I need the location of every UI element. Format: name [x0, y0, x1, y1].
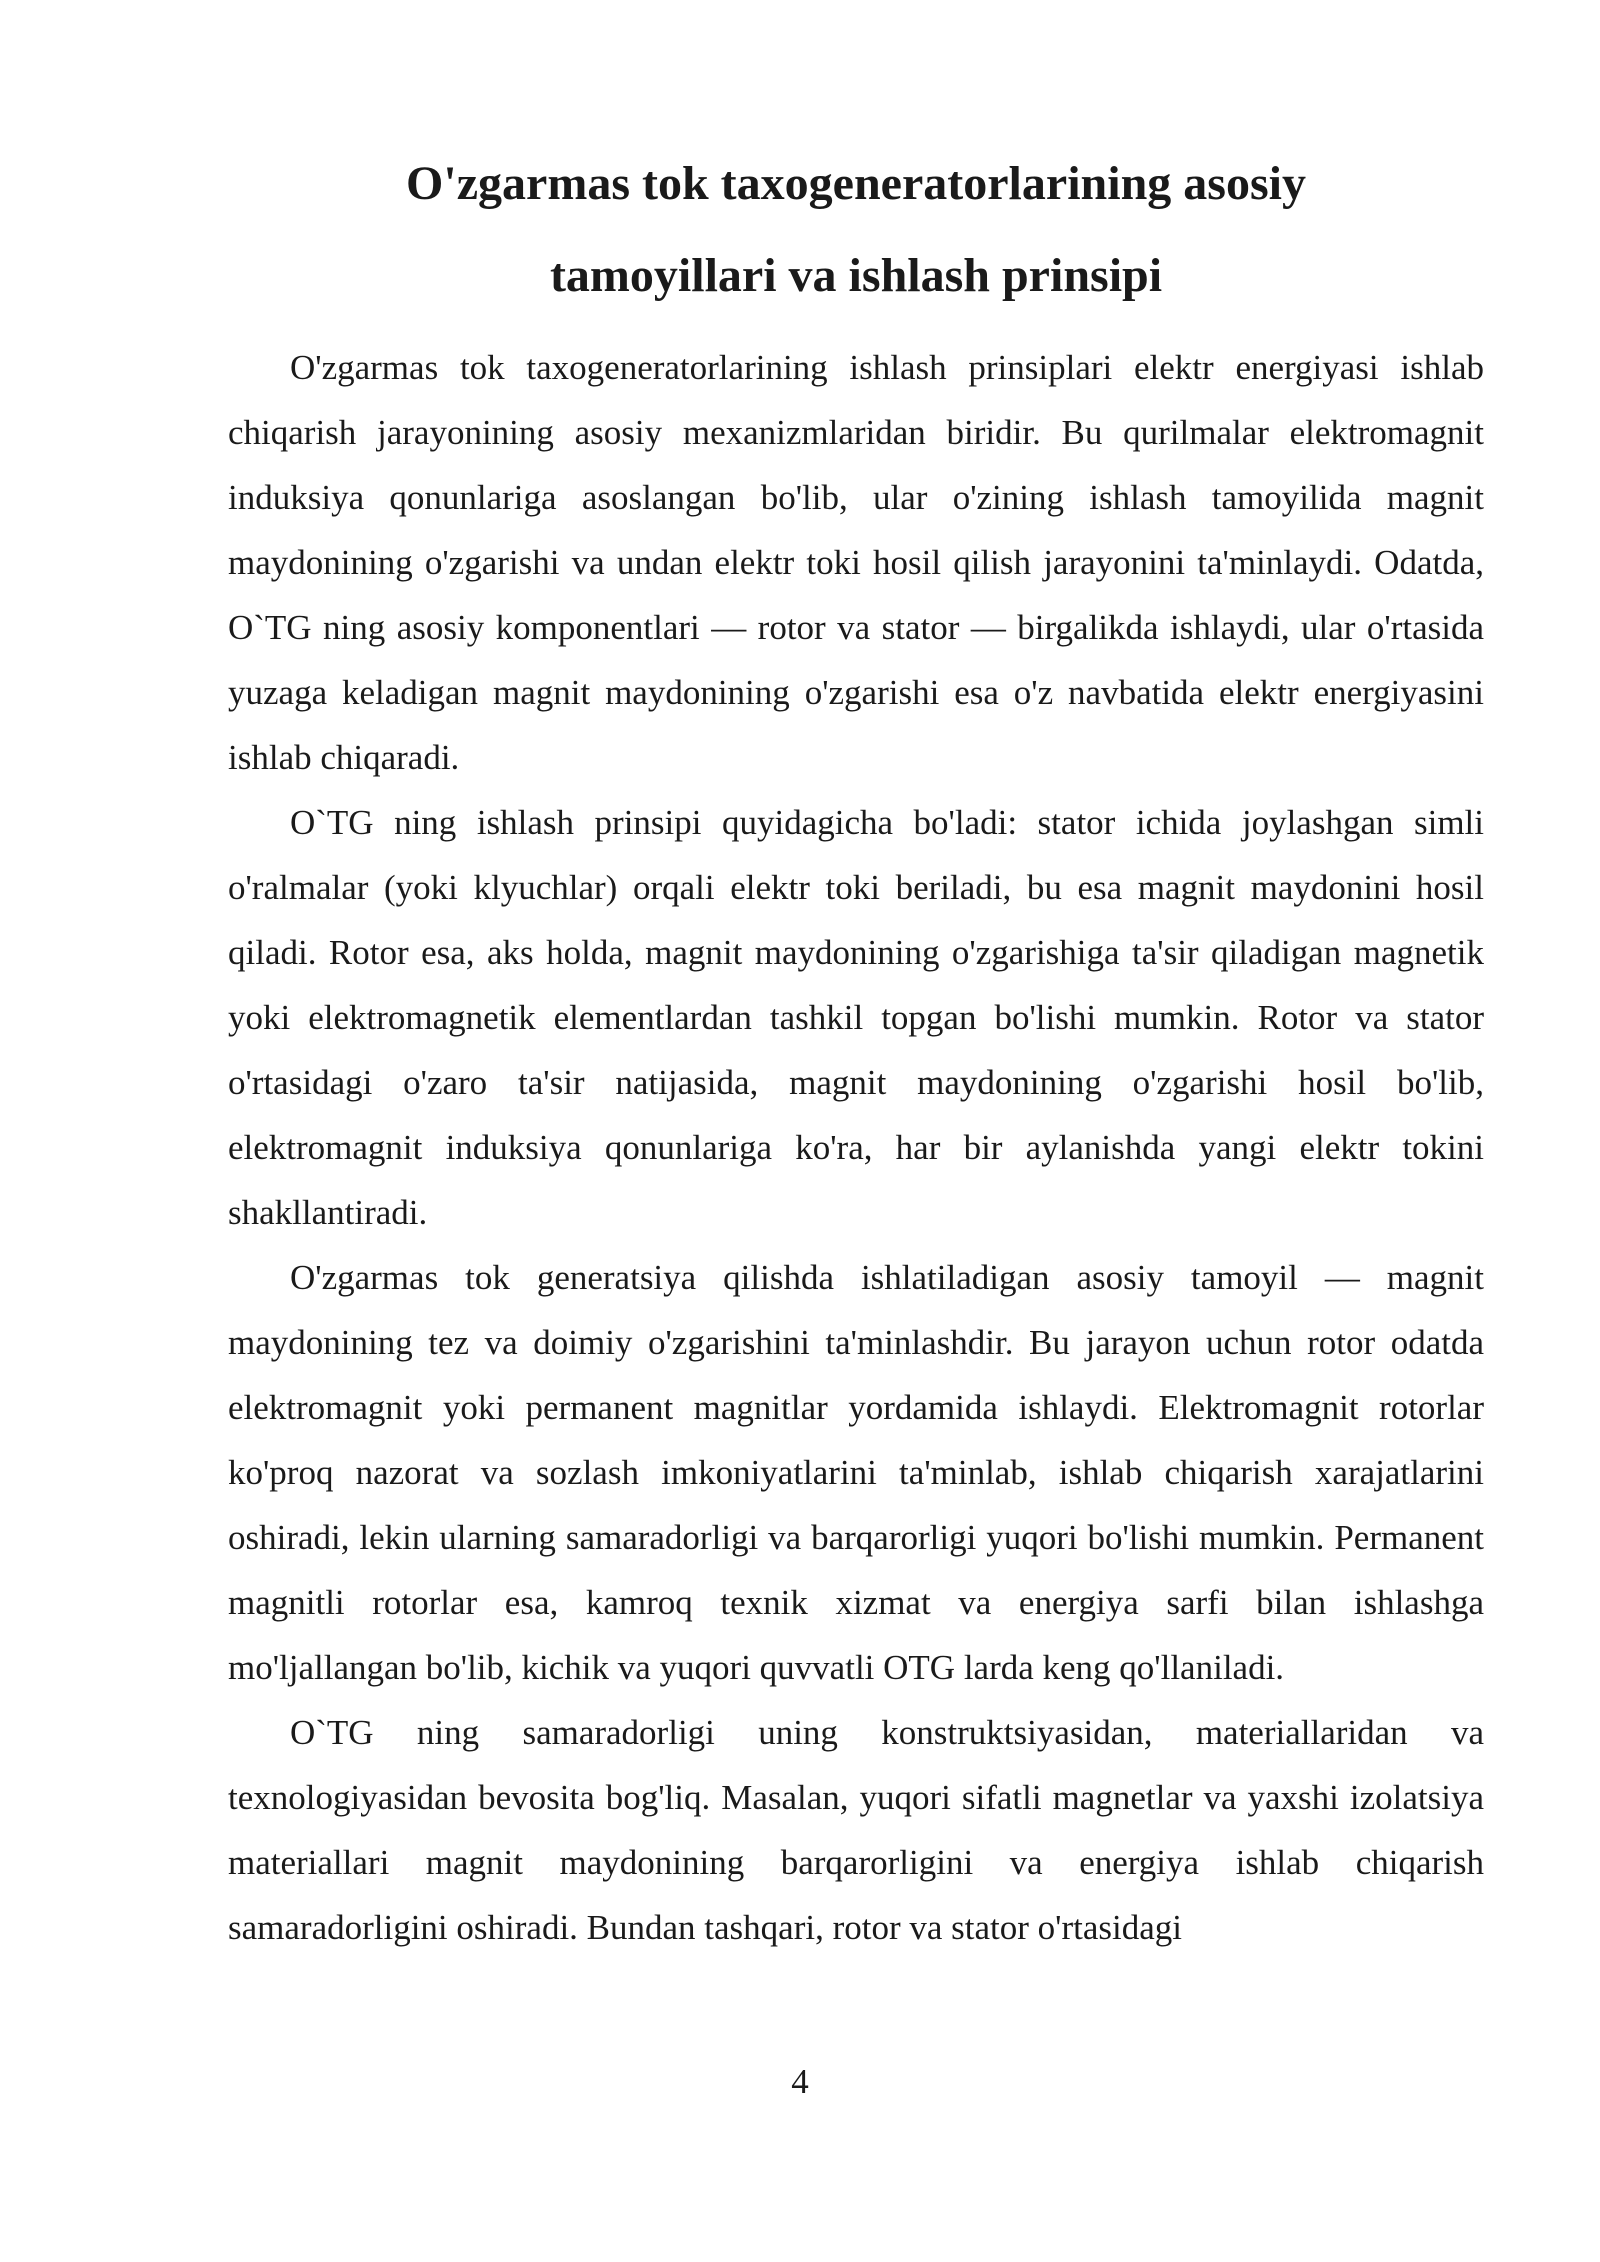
body-text [228, 335, 1484, 1960]
page-number: 4 [791, 2062, 809, 2101]
paragraph-4: O`TG ning samaradorligi uning konstruktsiyasidan, materiallaridan va texnologiyasidan bevosita bog'liq. Masalan, yuqori sifatli magnetlar va yaxshi izolatsiya materiallari magnit maydonining barqarorligini va energiya ishlab chiqarish samaradorligini oshiradi. Bundan tashqari, rotor va stator o'rtasidagi [228, 1713, 1484, 1947]
paragraph-3: O'zgarmas tok generatsiya qilishda ishlatiladigan asosiy tamoyil — magnit maydonining tez va doimiy o'zgarishini ta'minlashdir. Bu jarayon uchun rotor odatda elektromagnit yoki permanent magnitlar yordamida ishlaydi. Elektromagnit rotorlar ko'proq nazorat va sozlash imkoniyatlarini ta'minlab, ishlab chiqarish xarajatlarini oshiradi, lekin ularning samaradorligi va barqarorligi yuqori bo'lishi mumkin. Permanent magnitli rotorlar esa, kamroq texnik xizmat va energiya sarfi bilan ishlashga mo'ljallangan bo'lib, kichik va yuqori quvvatli OTG larda keng qo'llaniladi. [228, 1258, 1484, 1687]
paragraph-2: O`TG ning ishlash prinsipi quyidagicha bo'ladi: stator ichida joylashgan simli o'ralmalar (yoki klyuchlar) orqali elektr toki beriladi, bu esa magnit maydonini hosil qiladi. Rotor esa, aks holda, magnit maydonining o'zgarishiga ta'sir qiladigan magnetik yoki elektromagnetik elementlardan tashkil topgan bo'lishi mumkin. Rotor va stator o'rtasidagi o'zaro ta'sir natijasida, magnit maydonining o'zgarishi hosil bo'lib, elektromagnit induksiya qonunlariga ko'ra, har bir aylanishda yangi elektr tokini shakllantiradi. [228, 803, 1484, 1232]
paragraph-1: O'zgarmas tok taxogeneratorlarining ishlash prinsiplari elektr energiyasi ishlab chiqarish jarayonining asosiy mexanizmlaridan biridir. Bu qurilmalar elektromagnit induksiya qonunlariga asoslangan bo'lib, ular o'zining ishlash tamoyilida magnit maydonining o'zgarishi va undan elektr toki hosil qilish jarayonini ta'minlaydi. Odatda, O`TG ning asosiy komponentlari — rotor va stator — birgalikda ishlaydi, ular o'rtasida yuzaga keladigan magnit maydonining o'zgarishi esa o'z navbatida elektr energiyasini ishlab chiqaradi. [228, 348, 1484, 777]
page-title-continued: tamoyillari va ishlash prinsipi [549, 249, 1163, 302]
page-title: O'zgarmas tok taxogeneratorlarining asosiy [406, 157, 1306, 210]
